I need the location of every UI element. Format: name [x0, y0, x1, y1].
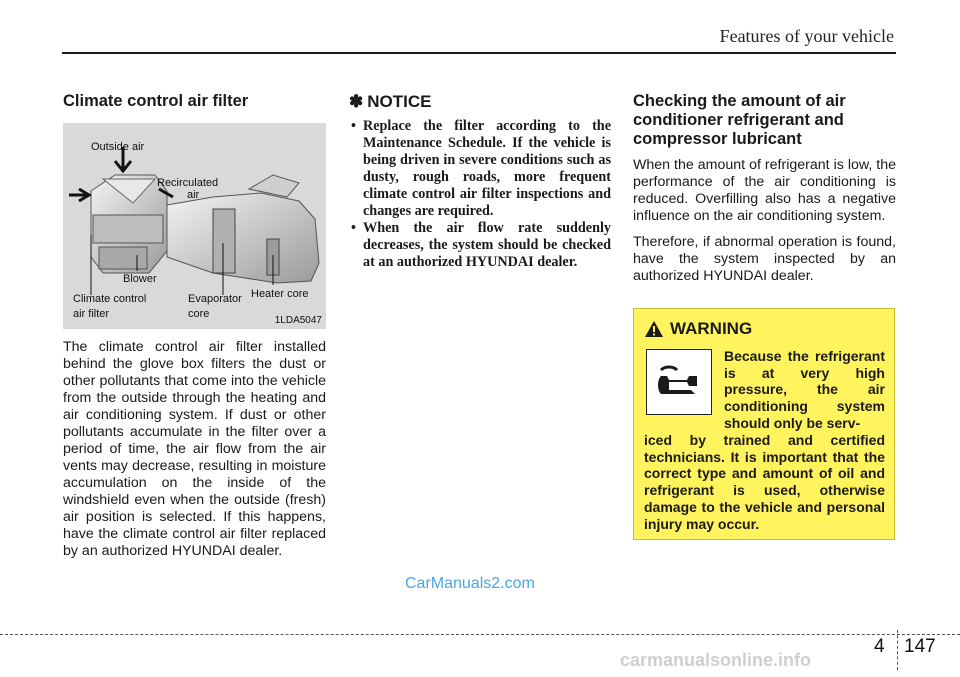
label-evaporator-1: Evaporator [188, 293, 242, 305]
figure-id: 1LDA5047 [274, 315, 322, 326]
section-heading-refrigerant: Checking the amount of air conditioner refrigerant and compressor lubricant [633, 92, 846, 148]
notice-item: • When the air flow rate suddenly decreases, the system should be checked at an authorized HYUNDAI dealer. [349, 220, 611, 271]
notice-star-icon: ✽ [349, 92, 364, 111]
notice-title: NOTICE [367, 92, 432, 111]
column-refrigerant [633, 92, 896, 294]
watermark-link[interactable]: CarManuals2.com [405, 575, 535, 592]
warning-label: WARNING [670, 319, 753, 338]
warning-triangle-icon [644, 320, 664, 338]
header-rule [62, 52, 896, 54]
notice-item: • Replace the filter according to the Maintenance Schedule. If the vehicle is being driven in severe conditions such as dusty, rough roads, more frequent climate control air filter inspections and changes are required. [349, 118, 611, 220]
wrench-service-icon [646, 349, 712, 415]
warning-text-bottom: iced by trained and certified technicians. It is important that the correct type and amount of oil and refrigerant is used, otherwise damage to the vehicle and personal injury may occur. [644, 432, 885, 532]
refrigerant-paragraph-2: Therefore, if abnormal operation is found, have the system inspected by an authorized HYUNDAI dealer. [633, 234, 896, 284]
footer-rule [0, 634, 960, 635]
page-chapter: 4 [874, 636, 885, 657]
label-recirculated-air: air [187, 189, 200, 201]
label-filter-2: air filter [73, 308, 110, 320]
label-filter-1: Climate control [73, 293, 147, 305]
warning-text-top: Because the refrigerant is at very high pressure, the air conditioning system should only be serv- [724, 348, 885, 431]
refrigerant-paragraph-1: When the amount of refrigerant is low, the performance of the air conditioning is reduced. Overfilling also has a negative influence on the air conditioning system. [633, 157, 896, 224]
footer-site-watermark: carmanualsonline.info [620, 650, 812, 670]
page-number: 147 [904, 636, 936, 657]
label-blower: Blower [123, 273, 157, 285]
footer-divider [897, 630, 898, 670]
filter-description: The climate control air filter installed behind the glove box filters the dust or other pollutants that come into the vehicle from the outside through the heating and air conditioning system. If dust or other pollutants accumulate in the filter over a period of time, the air flow from the air vents may decrease, resulting in moisture accumulation on the inside of the windshield even when the outside (fresh) air position is selected. If this happens, have the climate control air filter replaced by an authorized HYUNDAI dealer. [63, 339, 326, 559]
notice-heading [349, 92, 611, 112]
page-header-title: Features of your vehicle [719, 26, 894, 46]
filter-diagram [63, 123, 326, 329]
warning-box [633, 308, 895, 540]
warning-header [644, 319, 752, 339]
column-notice [349, 92, 611, 271]
label-recirculated: Recirculated [157, 177, 219, 189]
label-evaporator-2: core [188, 308, 210, 320]
label-heater-core: Heater core [251, 288, 309, 300]
section-heading-filter: Climate control air filter [63, 92, 249, 110]
notice-list [349, 118, 611, 271]
label-outside-air: Outside air [91, 141, 145, 153]
column-climate-filter [63, 92, 326, 560]
